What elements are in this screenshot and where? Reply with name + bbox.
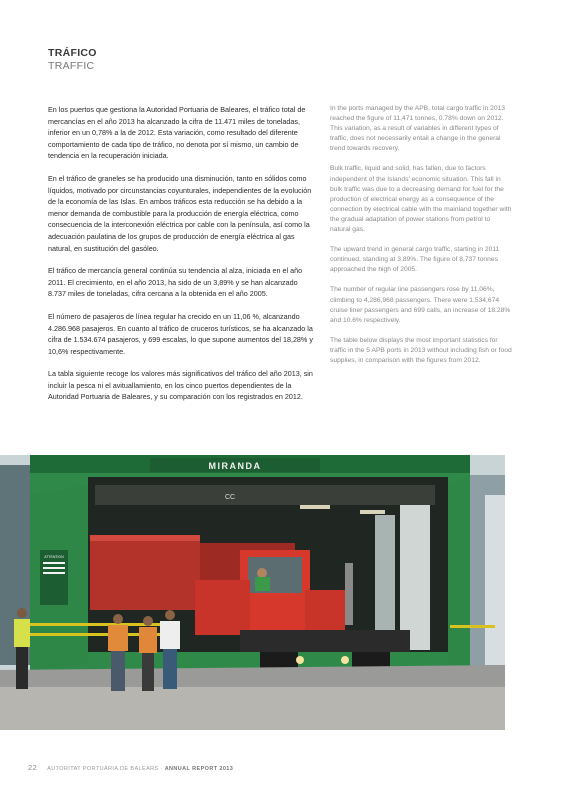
spanish-paragraph: En los puertos que gestiona la Autoridad Portuaria de Baleares, el tráfico total de mercancías en el año 2013 ha alcanzado la cifra de 11.471 miles de toneladas, inferior en un 0,78% a la de 2012. Esta variación, como resultado del diferente comportamiento de cada tipo de tráfico, no denota por sí mismo, un cambio de tendencia en la recuperación iniciada. xyxy=(48,105,306,161)
deck-label-text: CC xyxy=(224,494,236,501)
page-footer xyxy=(28,763,233,772)
worker-figure xyxy=(108,614,128,691)
footer-organization: AUTORITAT PORTUÀRIA DE BALEARS xyxy=(47,766,159,772)
warning-sign-text: ATTENTION xyxy=(44,555,64,559)
english-paragraph: The upward trend in general cargo traffic, starting in 2011 continued, standing at 3.89%. The figure of 8,737 tonnes approached the high of 2005. xyxy=(330,246,500,274)
english-paragraph: The number of regular line passengers rose by 11.06%, climbing to 4,286,968 passengers. There were 1,534,674 cruise liner passengers and 699 calls, an increase of 18.28% and 10.6% respectively. xyxy=(330,286,511,324)
footer-separator: · xyxy=(158,766,165,772)
english-paragraph: In the ports managed by the APB, total cargo traffic in 2013 reached the figure of 11,471 tonnes, 0.78% down on 2012. This variation, as a result of variables in different types of traffic, does not necessarily entail a change in the general trend towards recovery. xyxy=(330,105,505,153)
english-paragraph: The table below displays the most important statistics for traffic in the 5 APB ports in 2013 without including fish or food supplies, in comparison with the figures from 2012. xyxy=(330,336,512,364)
page-number: 22 xyxy=(28,763,38,772)
ferry-loading-photo xyxy=(0,455,505,730)
spanish-paragraph: En el tráfico de graneles se ha producido una disminución, tanto en sólidos como líquidos, motivado por circunstancias coyunturales, independientes de la evolución de la economía de las Islas. En ambos tráficos esta reducción se ha debido a la menor demanda de combustible para la producción de energía eléctrica, como consecuencia de la interconexión eléctrica por cable con la península, así como la adecuación paulatina de los grupos de producción de energía eléctrica al gas natural, en sustitución del gasóleo. xyxy=(48,173,312,253)
ship-name-text: MIRANDA xyxy=(208,461,262,471)
spanish-paragraph: La tabla siguiente recoge los valores más significativos del tráfico del año 2013, sin incluir la pesca ni el avituallamiento, en los cinco puertos dependientes de la Autoridad Portuaria de Baleares, y su comparación con los registrados en 2012. xyxy=(48,369,313,402)
worker-figure xyxy=(160,610,180,689)
section-subtitle: TRAFFIC xyxy=(48,60,95,72)
english-column xyxy=(330,104,512,376)
spanish-paragraph: El número de pasajeros de línea regular ha crecido en un 11,06 %, alcanzando 4.286.968 pasajeros. En cuanto al tráfico de cruceros turísticos, se ha alcanzado la cifra de 1.534.674 pasajeros, y 699 escalas, lo que supone aumentos del 18,28% y 10,6% respectivamente. xyxy=(48,311,313,356)
spanish-column xyxy=(48,104,316,414)
worker-figure xyxy=(14,608,30,689)
section-title: TRÁFICO xyxy=(48,47,97,59)
english-paragraph: Bulk traffic, liquid and solid, has fallen, due to factors independent of the Islands' economic situation. This fall in bulk traffic was due to a decreasing demand for fuel for the production of electrical energy as a consequence of the connection by electrical cable with the mainland together with the gradual adaptation of power stations from petrol to natural gas. xyxy=(330,165,512,234)
footer-report-title: ANNUAL REPORT 2013 xyxy=(164,766,234,772)
spanish-paragraph: El tráfico de mercancía general continúa su tendencia al alza, iniciada en el año 2011. El crecimiento, en el año 2013, ha sido de un 3,89% y se han alcanzado 8.737 miles de toneladas, cifra cercana a la obtenida en el año 2005. xyxy=(48,266,303,299)
